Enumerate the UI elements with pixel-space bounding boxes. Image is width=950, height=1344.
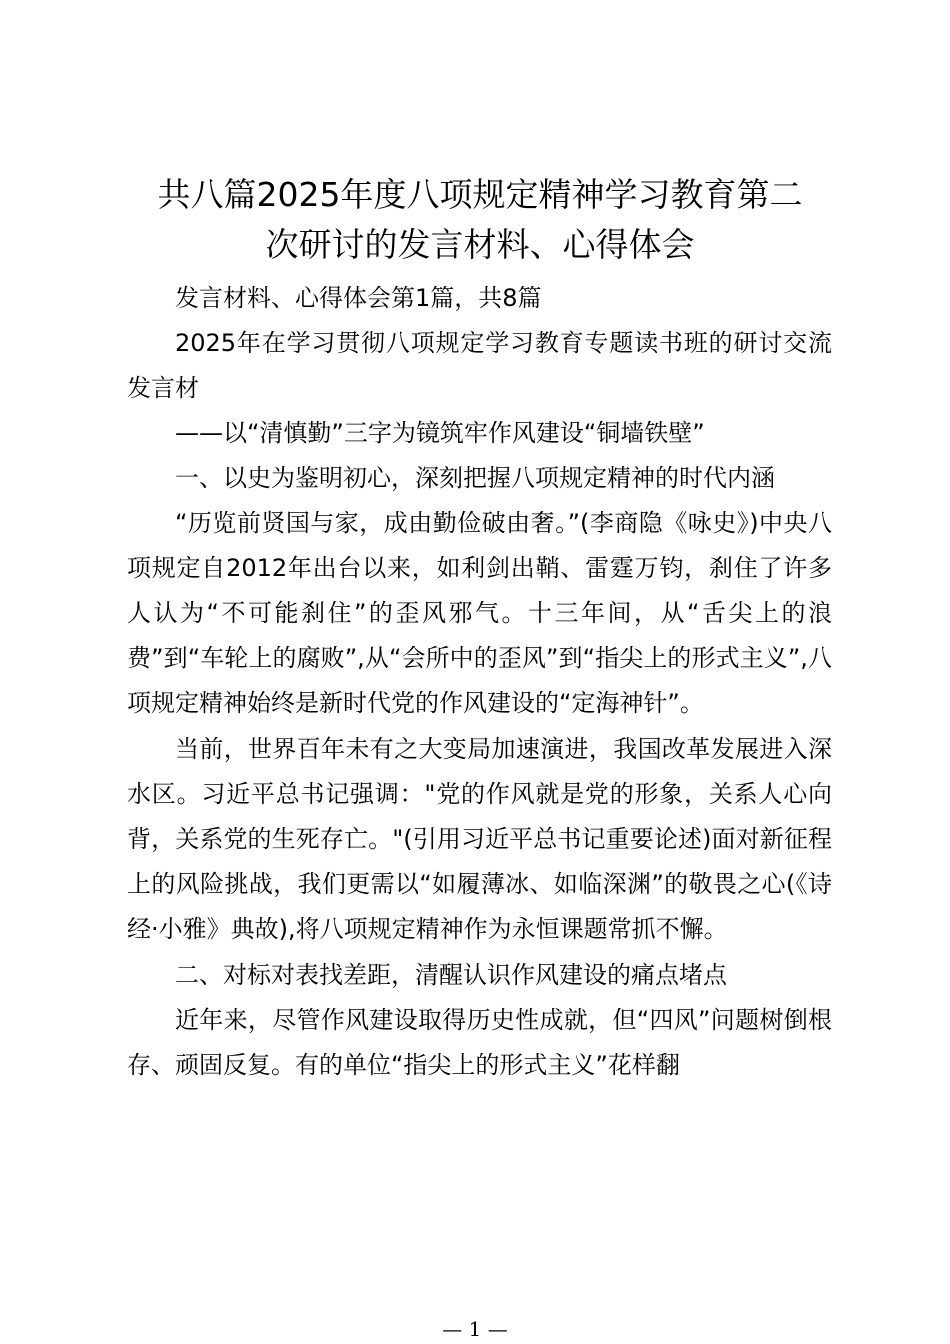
document-title <box>120 170 840 270</box>
title-line-2: 次研讨的发言材料、心得体会 <box>265 225 695 264</box>
paragraph-tagline: ——以“清慎勤”三字为镜筑牢作风建设“铜墙铁壁” <box>175 419 705 447</box>
paragraph: 近年来，尽管作风建设取得历史性成就，但“四风”问题树倒根存、顽固反复。有的单位“指尖上的形式主义”花样翻 <box>127 1006 832 1079</box>
paragraph: 当前，世界百年未有之大变局加速演进，我国改革发展进入深水区。习近平总书记强调："党的作风就是党的形象，关系人心向背，关系党的生死存亡。"(引用习近平总书记重要论述)面对新征程上的风险挑战，我们更需以“如履薄冰、如临深渊”的敬畏之心(《诗经·小雅》典故),将八项规定精神作为永恒课题常抓不懈。 <box>127 735 832 943</box>
paragraph-subtitle: 发言材料、心得体会第1篇，共8篇 <box>175 284 542 312</box>
title-line-1: 共八篇2025年度八项规定精神学习教育第二 <box>157 175 803 214</box>
paragraph: “历览前贤国与家，成由勤俭破由奢。”(李商隐《咏史》)中央八项规定自2012年出台以来，如利剑出鞘、雷霆万钧，刹住了许多人认为“不可能刹住”的歪风邪气。十三年间，从“舌尖上的浪费”到“车轮上的腐败”,从“会所中的歪风”到“指尖上的形式主义”,八项规定精神始终是新时代党的作风建设的“定海神针”。 <box>127 509 832 717</box>
section-heading-1: 一、以史为鉴明初心，深刻把握八项规定精神的时代内涵 <box>175 464 775 492</box>
section-heading-2: 二、对标对表找差距，清醒认识作风建设的痛点堵点 <box>175 961 727 989</box>
page-number: — 1 — <box>442 1317 508 1341</box>
document-body <box>127 276 832 1088</box>
paragraph-heading: 2025年在学习贯彻八项规定学习教育专题读书班的研讨交流发言材 <box>127 329 832 402</box>
